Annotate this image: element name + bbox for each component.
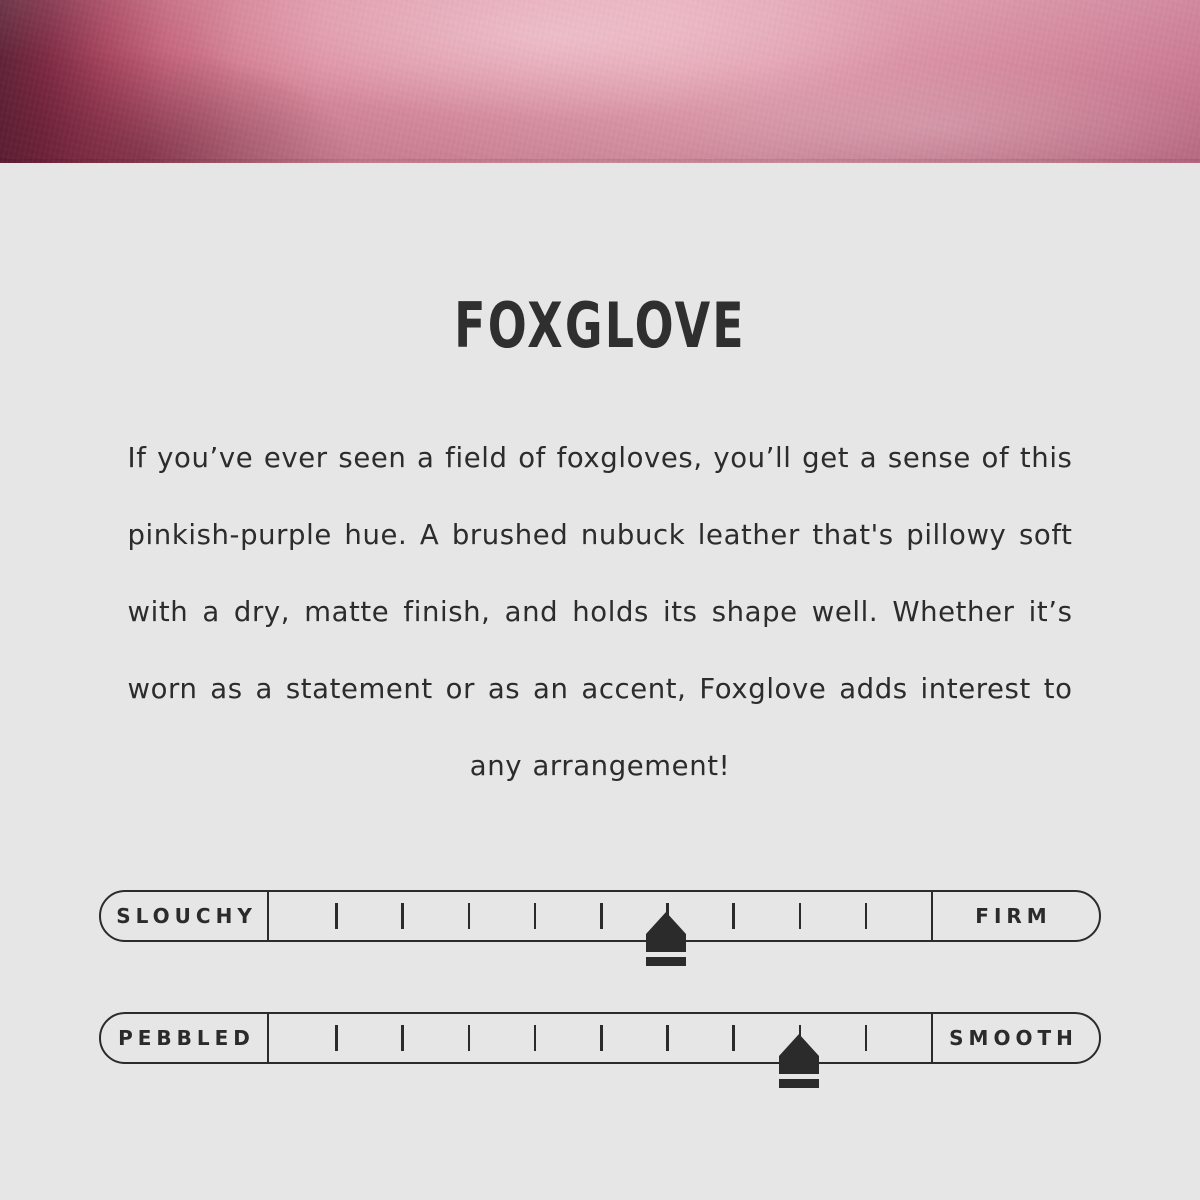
slider-tick (401, 1025, 404, 1051)
marker-body (646, 934, 686, 952)
marker-head-icon (646, 912, 686, 934)
slider-tick (534, 1025, 537, 1051)
texture-slider-wrap (99, 1012, 1101, 1108)
texture-slider-right-label: SMOOTH (931, 1014, 1099, 1062)
swatch-grain-texture (0, 0, 1200, 163)
structure-slider-left-label: SLOUCHY (101, 892, 269, 940)
slider-tick (865, 1025, 868, 1051)
attribute-sliders (0, 890, 1200, 1108)
swatch-edge-shadow (0, 159, 1200, 163)
slider-tick (335, 1025, 338, 1051)
structure-slider-right-label: FIRM (931, 892, 1099, 940)
marker-body (779, 1056, 819, 1074)
texture-slider-left-label: PEBBLED (101, 1014, 269, 1062)
slider-tick (666, 1025, 669, 1051)
page-title: FOXGLOVE (454, 289, 746, 362)
structure-slider[interactable] (99, 890, 1101, 942)
description-text: If you’ve ever seen a field of foxgloves, you’ll get a sense of this pinkish-purple hue. A brushed nubuck leather that's pillowy soft with a dry, matte finish, and holds its shape well. Whether it’s worn as a statement or as an accent, Foxglove adds interest to any arrangement! (127, 442, 1073, 782)
slider-tick (468, 903, 471, 929)
slider-tick (600, 1025, 603, 1051)
texture-slider[interactable] (99, 1012, 1101, 1064)
texture-slider-track[interactable] (269, 1014, 931, 1062)
marker-foot (779, 1079, 819, 1088)
slider-tick (401, 903, 404, 929)
slider-tick (468, 1025, 471, 1051)
texture-slider-marker[interactable] (779, 1034, 819, 1088)
slider-tick (335, 903, 338, 929)
marker-foot (646, 957, 686, 966)
marker-head-icon (779, 1034, 819, 1056)
slider-tick (732, 903, 735, 929)
slider-tick (600, 903, 603, 929)
slider-tick (732, 1025, 735, 1051)
structure-slider-marker[interactable] (646, 912, 686, 966)
slider-tick (865, 903, 868, 929)
structure-slider-track[interactable] (269, 892, 931, 940)
leather-color-swatch (0, 0, 1200, 163)
slider-tick (799, 903, 802, 929)
structure-slider-wrap (99, 890, 1101, 986)
slider-tick (534, 903, 537, 929)
